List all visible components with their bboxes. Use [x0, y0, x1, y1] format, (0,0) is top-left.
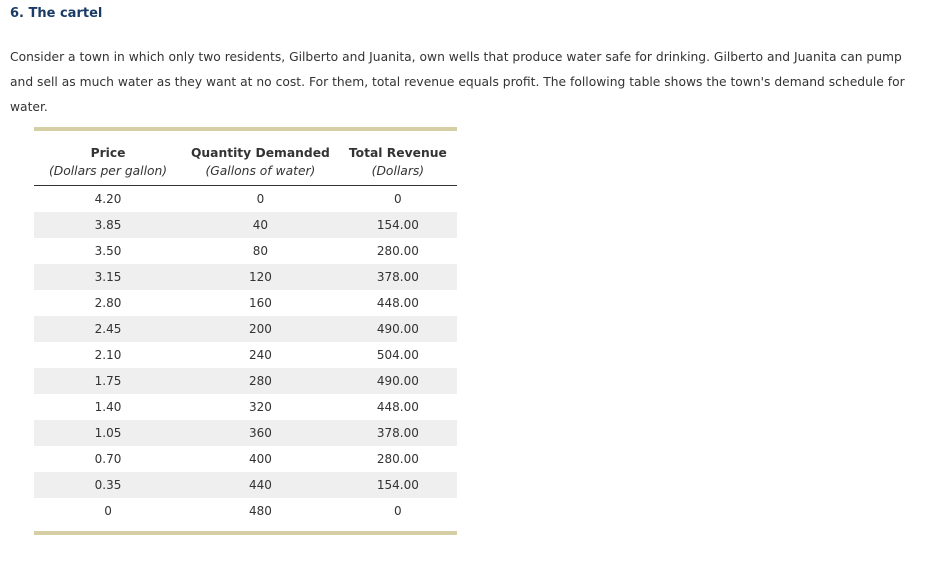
- price-cell: 0.35: [34, 472, 182, 498]
- table-row: [34, 420, 457, 446]
- table-row: [34, 368, 457, 394]
- price-cell: 4.20: [94, 192, 122, 206]
- table-row: [34, 238, 457, 264]
- price-column-unit: (Dollars per gallon): [34, 163, 182, 186]
- intro-paragraph: Consider a town in which only two residents, Gilberto and Juanita, own wells that produce water safe for drinking. Gilberto and Juanita can pump and sell as much water as they want at no cost. For them, total revenue equals profit. The following table shows the town's demand schedule for water.: [10, 50, 905, 114]
- price-cell: 1.05: [34, 420, 182, 446]
- price-column-header: Price: [90, 146, 126, 160]
- revenue-cell: 0: [394, 192, 402, 206]
- table-row: [34, 446, 457, 472]
- quantity-column-unit: (Gallons of water): [182, 163, 339, 186]
- revenue-cell: 448.00: [376, 400, 419, 414]
- table-row: [34, 316, 457, 342]
- table-row: [34, 472, 457, 498]
- price-cell: 3.85: [34, 212, 182, 238]
- quantity-cell: 280: [182, 368, 339, 394]
- table-row: [34, 212, 457, 238]
- price-cell: 2.45: [34, 316, 182, 342]
- revenue-column-unit: (Dollars): [339, 163, 457, 186]
- price-cell: 0.70: [94, 452, 122, 466]
- revenue-cell: 154.00: [339, 212, 457, 238]
- revenue-cell: 504.00: [376, 348, 419, 362]
- revenue-cell: 378.00: [339, 264, 457, 290]
- table-row: [34, 290, 457, 316]
- quantity-cell: 40: [182, 212, 339, 238]
- revenue-cell: 0: [394, 504, 402, 518]
- revenue-cell: 378.00: [339, 420, 457, 446]
- quantity-cell: 80: [252, 244, 269, 258]
- quantity-cell: 400: [248, 452, 272, 466]
- quantity-cell: 320: [248, 400, 272, 414]
- quantity-cell: 240: [248, 348, 272, 362]
- quantity-column-header: Quantity Demanded: [190, 146, 330, 160]
- table-row: [34, 342, 457, 368]
- revenue-cell: 280.00: [376, 244, 419, 258]
- quantity-cell: 200: [182, 316, 339, 342]
- revenue-cell: 448.00: [376, 296, 419, 310]
- table-row: [34, 394, 457, 420]
- section-heading: 6. The cartel: [10, 6, 103, 21]
- price-cell: 3.15: [34, 264, 182, 290]
- price-cell: 3.50: [94, 244, 122, 258]
- price-cell: 2.10: [94, 348, 122, 362]
- quantity-cell: 0: [256, 192, 265, 206]
- table-bottom-rule: [34, 531, 457, 535]
- demand-schedule-table: [34, 127, 457, 535]
- quantity-cell: 360: [182, 420, 339, 446]
- quantity-cell: 160: [248, 296, 272, 310]
- quantity-cell: 480: [248, 504, 272, 518]
- quantity-cell: 440: [182, 472, 339, 498]
- revenue-cell: 490.00: [339, 316, 457, 342]
- price-cell: 1.40: [94, 400, 122, 414]
- price-cell: 1.75: [34, 368, 182, 394]
- revenue-cell: 154.00: [339, 472, 457, 498]
- quantity-cell: 120: [182, 264, 339, 290]
- revenue-cell: 490.00: [339, 368, 457, 394]
- revenue-column-header: Total Revenue: [348, 146, 447, 160]
- price-cell: 2.80: [94, 296, 122, 310]
- price-cell: 0: [104, 504, 112, 518]
- table-row: [34, 498, 457, 524]
- revenue-cell: 280.00: [376, 452, 419, 466]
- table-row: [34, 186, 457, 213]
- table-row: [34, 264, 457, 290]
